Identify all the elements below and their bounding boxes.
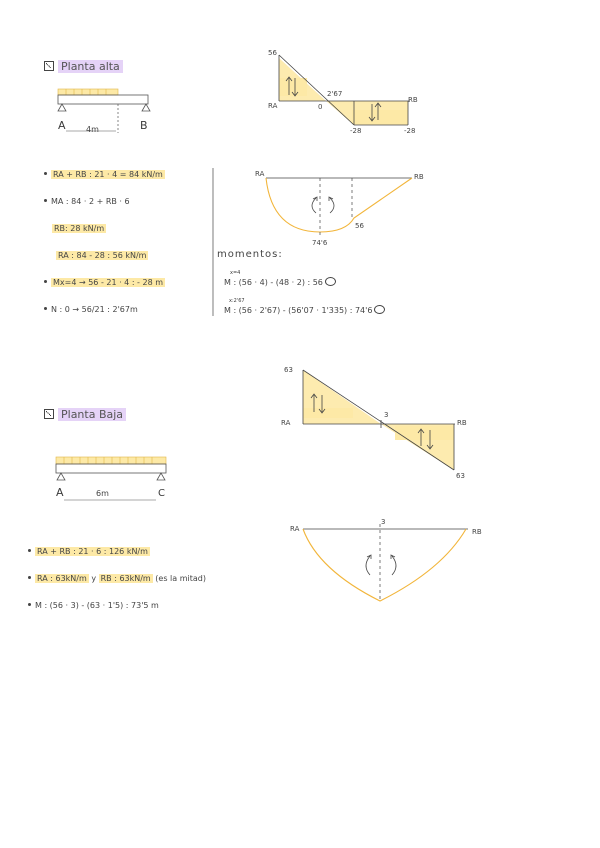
lower-moment-ra: RA	[290, 525, 300, 533]
lower-beam-dimension: 6m	[96, 489, 109, 498]
upper-moment-max: 74'6	[312, 239, 328, 247]
upper-line-rb: RB: 28 kN/m	[54, 224, 105, 233]
momentos-m2-super: x:2'67	[229, 298, 245, 304]
upper-line-moment-a: MA : 84 · 2 + RB · 6	[44, 197, 130, 206]
lower-line-moment: M : (56 · 3) - (63 · 1'5) : 73'5 m	[28, 601, 159, 610]
lower-line-reactions: RA + RB : 21 · 6 : 126 kN/m	[28, 547, 150, 556]
upper-line-mx: Mx=4 → 56 - 21 · 4 : - 28 m	[44, 278, 165, 287]
upper-shear-top-left: 56	[268, 49, 277, 57]
lower-shear-top-left: 63	[284, 366, 293, 374]
lower-line-ra-rb: RA : 63kN/m y RB : 63kN/m (es la mitad)	[28, 574, 206, 583]
lower-moment-mid: 3	[381, 518, 386, 526]
momentos-heading: momentos:	[217, 249, 283, 260]
upper-shear-rb: RB	[408, 96, 418, 104]
upper-shear-ra: RA	[268, 102, 278, 110]
upper-support-b: B	[140, 119, 148, 132]
upper-moment-rb: RB	[414, 173, 424, 181]
lower-moment-rb: RB	[472, 528, 482, 536]
upper-line-reactions: RA + RB : 21 · 4 = 84 kN/m	[44, 170, 165, 179]
upper-shear-crossing: 2'67	[327, 90, 343, 98]
upper-shear-zero: 0	[318, 103, 323, 111]
upper-line-zero-shear: N : 0 → 56/21 : 2'67m	[44, 305, 138, 314]
lower-support-a: A	[56, 486, 64, 499]
upper-line-ra: RA : 84 - 28 : 56 kN/m	[58, 251, 147, 260]
momentos-m1-super: x=4	[230, 270, 241, 276]
upper-title-text: Planta alta	[58, 60, 123, 73]
upper-shear-bottom-right: -28	[404, 127, 416, 135]
upper-support-a: A	[58, 119, 66, 132]
lower-title-text: Planta Baja	[58, 408, 126, 421]
lower-shear-ra: RA	[281, 419, 291, 427]
upper-shear-bottom-left: -28	[350, 127, 362, 135]
upper-moment-ra: RA	[255, 170, 265, 178]
lower-support-c: C	[158, 488, 165, 499]
momentos-m1: M : (56 · 4) - (48 · 2) : 56	[224, 277, 336, 287]
lower-shear-rb: RB	[457, 419, 467, 427]
upper-beam-dimension: 4m	[86, 125, 99, 134]
momentos-m2: M : (56 · 2'67) - (56'07 · 1'335) : 74'6	[224, 305, 385, 315]
lower-shear-bottom-right: 63	[456, 472, 465, 480]
upper-moment-end: 56	[355, 222, 364, 230]
lower-shear-mid: 3	[384, 411, 389, 419]
